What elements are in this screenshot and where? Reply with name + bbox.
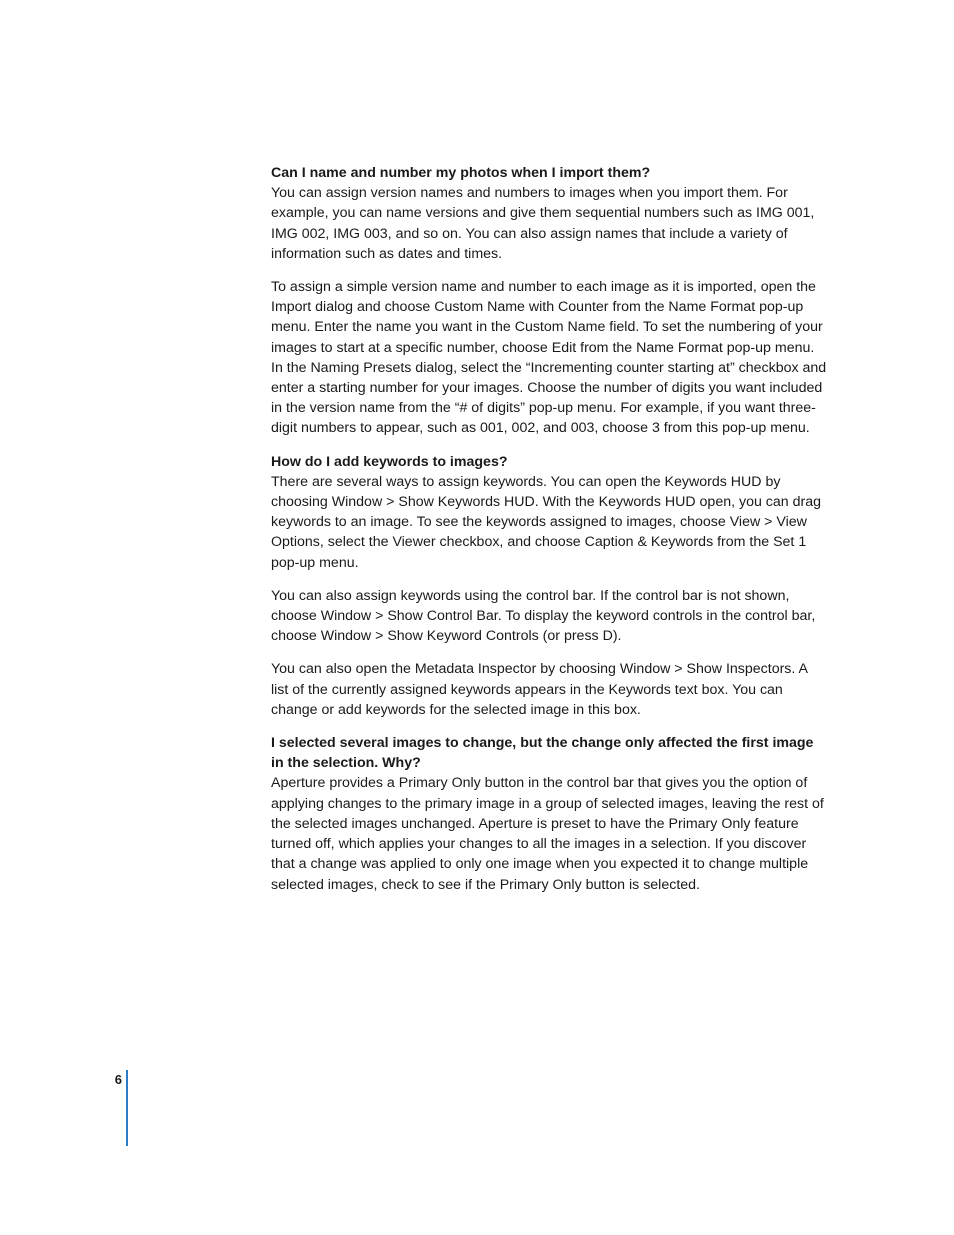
faq-section-import-naming (271, 163, 827, 439)
answer-paragraph: Aperture provides a Primary Only button in the control bar that gives you the option of applying changes to the primary image in a group of selected images, leaving the rest of the selected images unchanged. Aperture is preset to have the Primary Only feature turned off, which applies your changes to all the images in a selection. If you discover that a change was applied to only one image when you expected it to change multiple selected images, check to see if the Primary Only button is selected. (271, 775, 824, 893)
answer-paragraph: To assign a simple version name and number to each image as it is imported, open the Import dialog and choose Custom Name with Counter from the Name Format pop-up menu. Enter the name you want in the Custom Name field. To set the numbering of your images to start at a specific number, choose Edit from the Name Format pop-up menu. In the Naming Presets dialog, select the “Incrementing counter starting at” checkbox and enter a starting number for your images. Choose the number of digits you want included in the version name from the “# of digits” pop-up menu. For example, if you want three-digit numbers to appear, such as 001, 002, and 003, choose 3 from this pop-up menu. (271, 279, 827, 437)
answer-paragraph: You can also open the Metadata Inspector by choosing Window > Show Inspectors. A list of the currently assigned keywords appears in the Keywords text box. You can change or add keywords for the selected image in this box. (271, 661, 808, 718)
question-heading: Can I name and number my photos when I import them? (271, 165, 651, 181)
faq-section-primary-only (271, 733, 827, 895)
question-heading: How do I add keywords to images? (271, 453, 508, 470)
faq-content (271, 163, 827, 908)
answer-paragraph: There are several ways to assign keywords. You can open the Keywords HUD by choosing Window > Show Keywords HUD. With the Keywords HUD open, you can drag keywords to an image. To see the keywords assigned to images, choose View > View Options, select the Viewer checkbox, and choose Caption & Keywords from the Set 1 pop-up menu. (271, 473, 822, 571)
answer-paragraph: You can assign version names and numbers to images when you import them. For example, you can name versions and give them sequential numbers such as IMG 001, IMG 002, IMG 003, and so on. You can also assign names that include a variety of information such as dates and times. (271, 185, 815, 262)
question-heading: I selected several images to change, but the change only affected the first image in the selection. Why? (271, 735, 814, 772)
footer-vertical-rule (126, 1070, 128, 1146)
faq-section-keywords (271, 452, 827, 720)
answer-paragraph: You can also assign keywords using the control bar. If the control bar is not shown, choose Window > Show Control Bar. To display the keyword controls in the control bar, choose Window > Show Keyword Controls (or press D). (271, 587, 816, 645)
page-number: 6 (114, 1072, 122, 1087)
